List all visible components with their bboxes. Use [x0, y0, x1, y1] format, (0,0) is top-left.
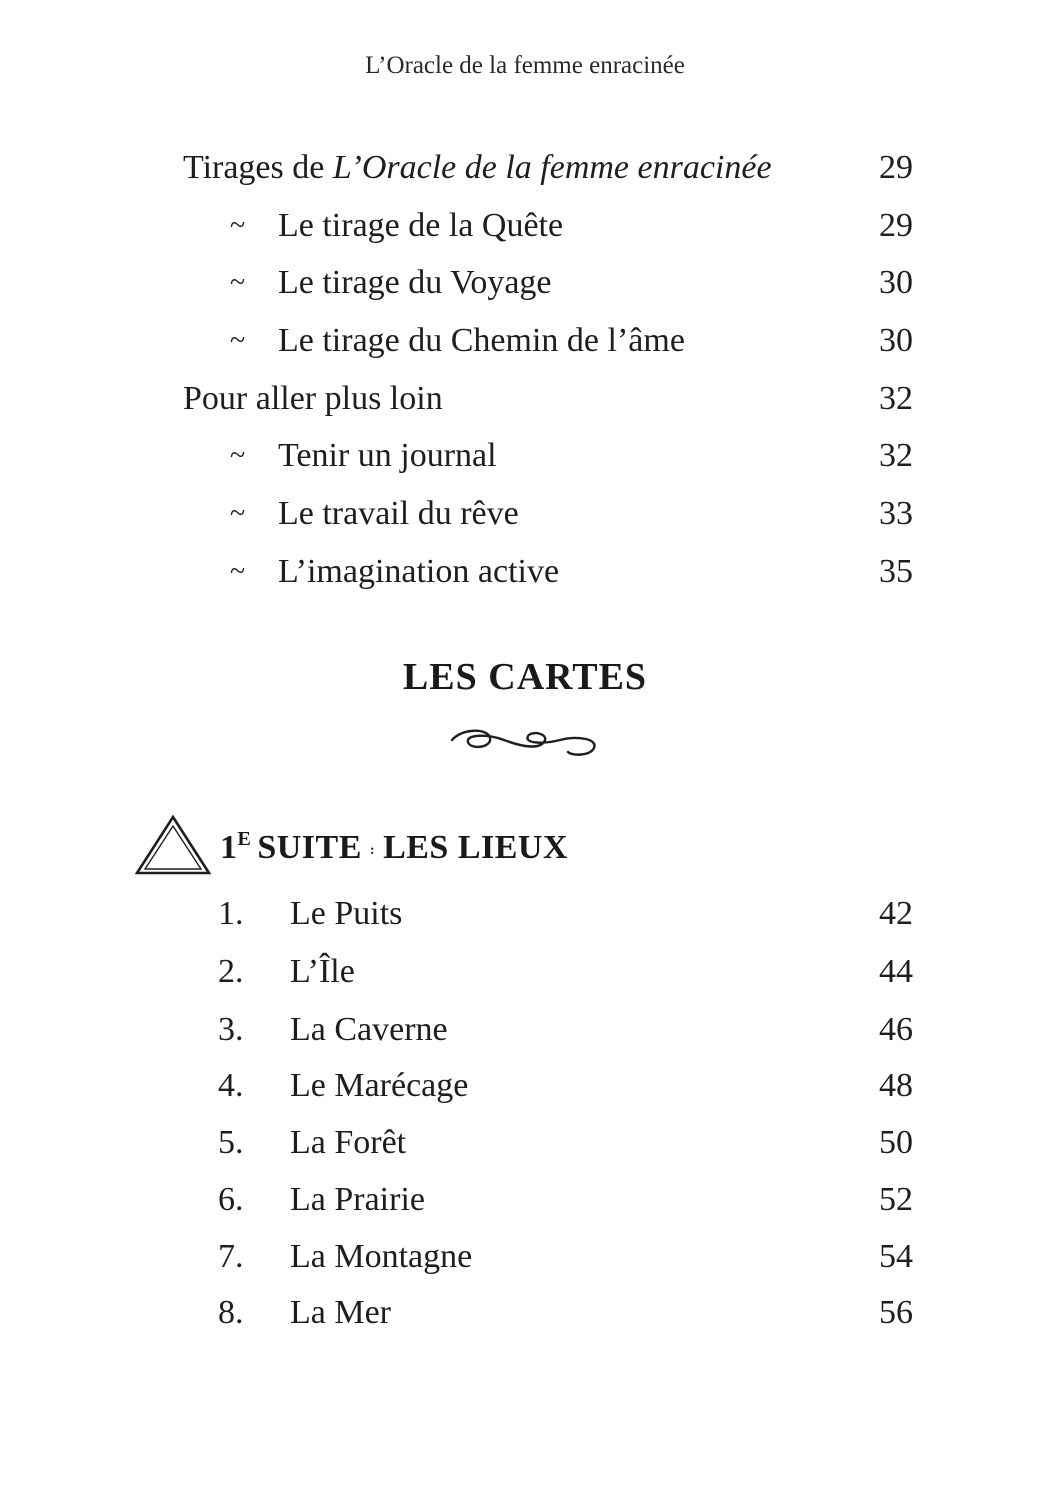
card-title: Le Marécage [290, 1067, 469, 1104]
card-number: 5. [218, 1124, 244, 1161]
toc-entry-page: 30 [879, 322, 913, 359]
toc-entry-title: Le tirage de la Quête [278, 207, 564, 244]
toc-entry-italic-title: L’Oracle de la femme enracinée [332, 149, 772, 186]
card-entry[interactable] [0, 950, 1050, 994]
toc-entry[interactable] [0, 146, 1050, 190]
toc-entry-title: Pour aller plus loin [183, 380, 443, 417]
tilde-bullet: ~ [230, 210, 246, 241]
tilde-bullet: ~ [230, 440, 246, 471]
suite-number: 1 [220, 829, 238, 866]
card-title: La Prairie [290, 1181, 425, 1218]
toc-entry-page: 30 [879, 264, 913, 301]
card-page: 48 [879, 1067, 913, 1104]
card-page: 52 [879, 1181, 913, 1218]
section-title: LES CARTES [402, 656, 648, 698]
card-page: 54 [879, 1238, 913, 1275]
toc-entry[interactable] [0, 319, 1050, 363]
toc-entry[interactable] [0, 377, 1050, 421]
toc-entry[interactable] [0, 550, 1050, 594]
card-page: 46 [879, 1011, 913, 1048]
card-entry[interactable] [0, 1291, 1050, 1335]
card-page: 50 [879, 1124, 913, 1161]
toc-entry[interactable] [0, 434, 1050, 478]
tilde-bullet: ~ [230, 556, 246, 587]
suite-heading [220, 828, 568, 867]
card-number: 4. [218, 1067, 244, 1104]
toc-entry-title [183, 146, 772, 190]
toc-entry[interactable] [0, 492, 1050, 536]
toc-entry-title: L’imagination active [278, 553, 560, 590]
card-number: 2. [218, 953, 244, 990]
card-title: La Forêt [290, 1124, 407, 1161]
toc-entry-page: 29 [879, 149, 913, 186]
suite-number-superscript: E [237, 828, 252, 850]
card-number: 6. [218, 1181, 244, 1218]
card-title: La Caverne [290, 1011, 448, 1048]
card-number: 7. [218, 1238, 244, 1275]
suite-subtitle: LES LIEUX [383, 829, 569, 866]
card-entry[interactable] [0, 892, 1050, 936]
card-page: 56 [879, 1294, 913, 1331]
toc-entry-title: Le tirage du Chemin de l’âme [278, 322, 685, 359]
toc-entry[interactable] [0, 204, 1050, 248]
toc-entry-title: Le tirage du Voyage [278, 264, 552, 301]
card-title: L’Île [290, 953, 355, 990]
card-entry[interactable] [0, 1121, 1050, 1165]
toc-entry-page: 29 [879, 207, 913, 244]
toc-entry-page: 35 [879, 553, 913, 590]
toc-entry-title: Le travail du rêve [278, 495, 519, 532]
toc-entry-page: 32 [879, 437, 913, 474]
tilde-bullet: ~ [230, 267, 246, 298]
suite-colon: : [369, 843, 376, 858]
card-entry[interactable] [0, 1008, 1050, 1052]
tilde-bullet: ~ [230, 498, 246, 529]
card-title: La Mer [290, 1294, 392, 1331]
card-page: 44 [879, 953, 913, 990]
card-entry[interactable] [0, 1064, 1050, 1108]
toc-entry-page: 32 [879, 380, 913, 417]
card-page: 42 [879, 895, 913, 932]
card-number: 3. [218, 1011, 244, 1048]
card-title: Le Puits [290, 895, 403, 932]
flourish-ornament-icon [448, 722, 600, 760]
card-entry[interactable] [0, 1178, 1050, 1222]
card-title: La Montagne [290, 1238, 473, 1275]
toc-entry-title: Tenir un journal [278, 437, 497, 474]
card-number: 8. [218, 1294, 244, 1331]
card-number: 1. [218, 895, 244, 932]
card-entry[interactable] [0, 1235, 1050, 1279]
tilde-bullet: ~ [230, 325, 246, 356]
suite-label: SUITE [257, 829, 362, 866]
toc-entry-page: 33 [879, 495, 913, 532]
running-head: L’Oracle de la femme enracinée [365, 52, 685, 79]
toc-entry[interactable] [0, 261, 1050, 305]
toc-entry-prefix: Tirages de [183, 149, 333, 186]
triangle-icon [134, 814, 212, 876]
